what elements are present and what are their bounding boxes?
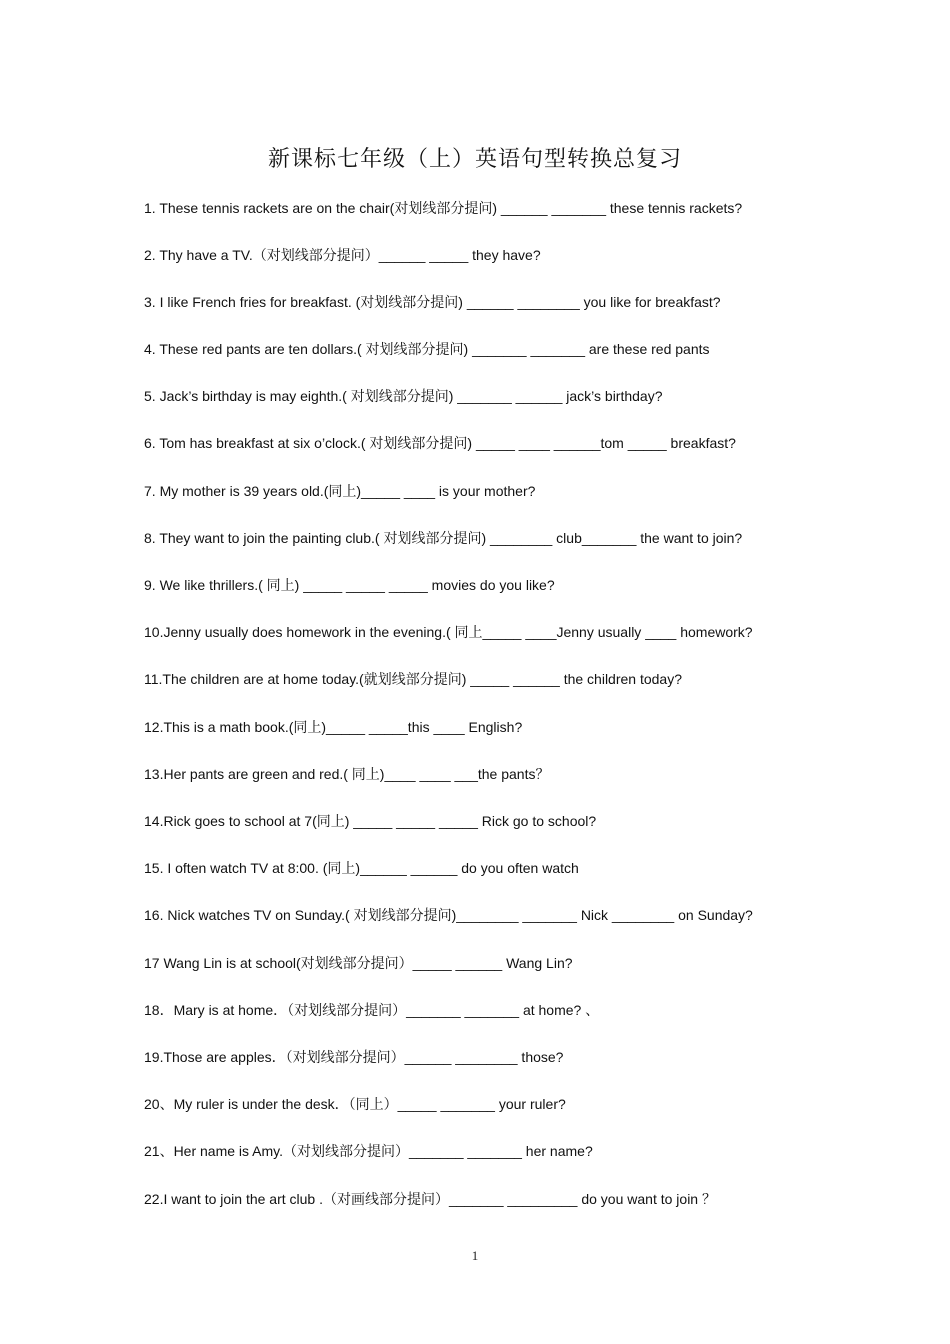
question-20: 20、My ruler is under the desk．（同上）_____ _______ your ruler? <box>144 1096 566 1112</box>
page-number: 1 <box>471 1248 479 1263</box>
question-17: 17 Wang Lin is at school(对划线部分提问）_____ ______ Wang Lin? <box>144 955 573 971</box>
question-21: 21、Her name is Amy.（对划线部分提问）_______ _______ her name? <box>144 1143 593 1159</box>
question-6: 6. Tom has breakfast at six o’clock.( 对划线部分提问) _____ ____ ______tom _____ breakfast? <box>144 435 736 451</box>
question-5: 5. Jack’s birthday is may eighth.( 对划线部分提问) _______ ______ jack’s birthday? <box>144 388 663 404</box>
question-11: 11.The children are at home today.(就划线部分提问) _____ ______ the children today? <box>144 671 682 687</box>
question-2: 2. Thy have a TV.（对划线部分提问）______ _____ they have? <box>144 247 541 263</box>
question-16: 16. Nick watches TV on Sunday.( 对划线部分提问)________ _______ Nick ________ on Sunday? <box>144 907 753 923</box>
question-4: 4. These red pants are ten dollars.( 对划线部分提问) _______ _______ are these red pants <box>144 341 710 357</box>
question-7: 7. My mother is 39 years old.(同上)_____ ____ is your mother? <box>144 483 536 499</box>
question-14: 14.Rick goes to school at 7(同上) _____ _____ _____ Rick go to school? <box>144 813 597 829</box>
question-10: 10.Jenny usually does homework in the evening.( 同上_____ ____Jenny usually ____ homework? <box>144 624 753 640</box>
question-22: 22.I want to join the art club .（对画线部分提问）_______ _________ do you want to join ？ <box>144 1191 716 1207</box>
question-3: 3. I like French fries for breakfast. (对划线部分提问) ______ ________ you like for breakfast? <box>144 294 721 310</box>
question-15: 15. I often watch TV at 8:00. (同上)______ ______ do you often watch <box>144 860 579 876</box>
question-18: 18．Mary is at home．（对划线部分提问）_______ _______ at home? 、 <box>144 1002 600 1018</box>
question-9: 9. We like thrillers.( 同上) _____ _____ _____ movies do you like? <box>144 577 555 593</box>
question-13: 13.Her pants are green and red.( 同上)____ ____ ___the pants？ <box>144 766 550 782</box>
question-19: 19.Those are apples．（对划线部分提问）______ ________ those? <box>144 1049 564 1065</box>
question-1: 1. These tennis rackets are on the chair(对划线部分提问) ______ _______ these tennis rackets? <box>144 200 743 216</box>
document-title: 新课标七年级（上）英语句型转换总复习 <box>267 147 682 172</box>
question-8: 8. They want to join the painting club.( 对划线部分提问) ________ club_______ the want to join? <box>144 530 743 546</box>
question-12: 12.This is a math book.(同上)_____ _____this ____ English? <box>144 719 523 735</box>
